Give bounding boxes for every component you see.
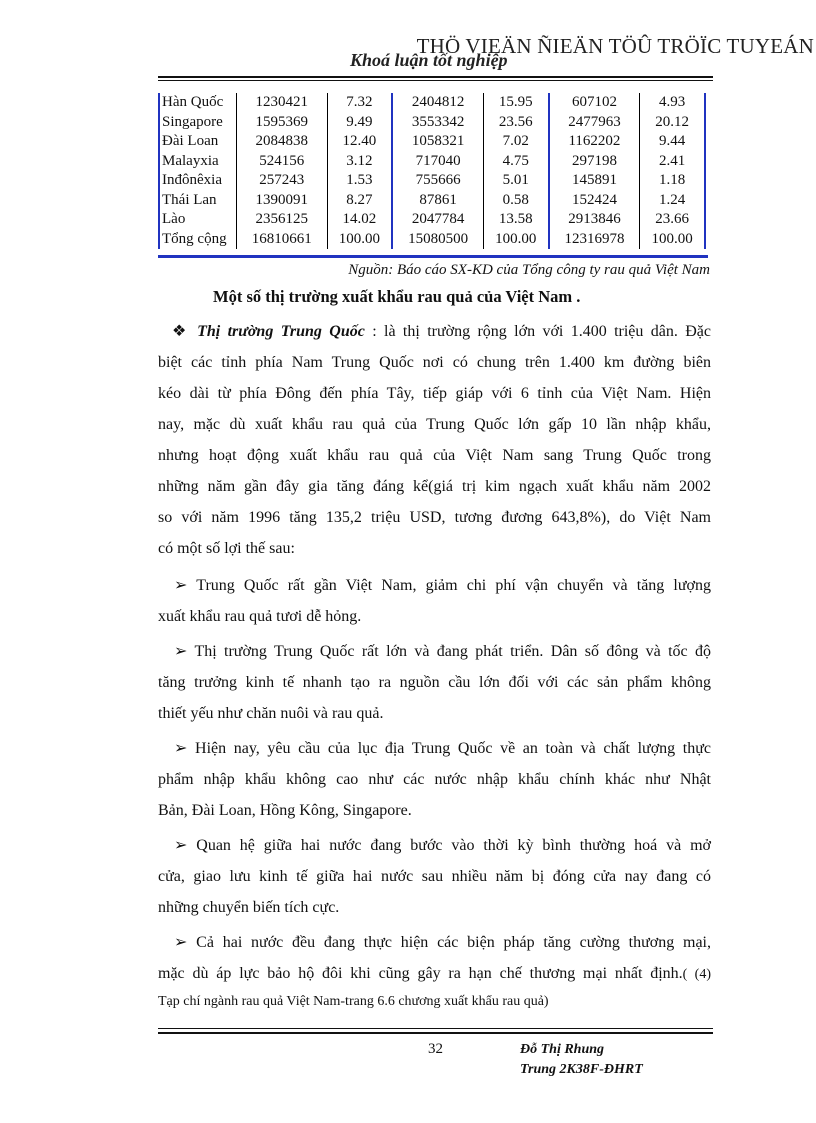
value-cell: 12.40: [327, 132, 392, 152]
paragraph-line: kéo dài từ phía Đông đến phía Tây, tiếp giáp với 6 tỉnh của Việt Nam. Hiện: [158, 385, 711, 402]
paragraph-line: Bản, Đài Loan, Hồng Kông, Singapore.: [158, 802, 412, 819]
value-cell: 20.12: [640, 113, 705, 133]
paragraph-advantage-2: [158, 636, 711, 729]
paragraph-line: ❖ Thị trường Trung Quốc : là thị trường rộng lớn với 1.400 triệu dân. Đặc: [172, 323, 712, 340]
table-row: [159, 93, 705, 113]
value-cell: 14.02: [327, 210, 392, 230]
arrow-bullet-line: ➢ Thị trường Trung Quốc rất lớn và đang phát triển. Dân số đông và tốc độ: [174, 643, 711, 660]
value-cell: 16810661: [237, 230, 328, 250]
paragraph-line: nhưng hoạt động xuất khẩu rau quả của Việt Nam sang Trung Quốc trong: [158, 447, 711, 464]
diamond-bullet-icon: ❖: [172, 323, 190, 340]
country-cell: Inđônêxia: [159, 171, 237, 191]
arrow-bullet-line: ➢ Cả hai nước đều đang thực hiện các biện pháp tăng cường thương mại,: [174, 934, 711, 951]
footer-rule: [158, 1032, 713, 1034]
value-cell: 5.01: [483, 171, 548, 191]
header-rule-thin: [158, 80, 713, 81]
country-cell: Malayxia: [159, 152, 237, 172]
value-cell: 524156: [237, 152, 328, 172]
value-cell: 8.27: [327, 191, 392, 211]
paragraph-line: những năm gần đây gia tăng đáng kể(giá trị kim ngạch xuất khẩu năm 2002: [158, 478, 711, 495]
value-cell: 100.00: [327, 230, 392, 250]
footer-author-block: [520, 1040, 643, 1080]
header-title: Khoá luận tốt nghiệp: [350, 50, 508, 70]
value-cell: 23.56: [483, 113, 548, 133]
value-cell: 100.00: [483, 230, 548, 250]
value-cell: 2.41: [640, 152, 705, 172]
lead-phrase: Thị trường Trung Quốc: [197, 323, 365, 340]
citation-line: Tạp chí ngành rau quả Việt Nam-trang 6.6 chương xuất khẩu rau quả): [158, 994, 549, 1009]
table-row: [159, 210, 705, 230]
table-bottom-border: [158, 255, 708, 258]
paragraph-advantage-4: [158, 830, 711, 923]
value-cell: 15080500: [392, 230, 483, 250]
table-row: [159, 113, 705, 133]
value-cell: 1.18: [640, 171, 705, 191]
section-title: Một số thị trường xuất khẩu rau quả của Việt Nam .: [213, 287, 581, 306]
country-cell: Tổng cộng: [159, 230, 237, 250]
paragraph-advantage-1: [158, 570, 711, 632]
source-note: Nguồn: Báo cáo SX-KD của Tổng công ty rau quả Việt Nam: [348, 262, 710, 278]
value-cell: 2047784: [392, 210, 483, 230]
value-cell: 152424: [549, 191, 640, 211]
page-number: 32: [428, 1041, 443, 1057]
value-cell: 607102: [549, 93, 640, 113]
table-row: [159, 152, 705, 172]
author-name: Đỗ Thị Rhung: [520, 1042, 605, 1057]
value-cell: 1.53: [327, 171, 392, 191]
table-row: [159, 132, 705, 152]
paragraph-advantage-5: [158, 927, 711, 1014]
country-cell: Lào: [159, 210, 237, 230]
value-cell: 1162202: [549, 132, 640, 152]
value-cell: 7.02: [483, 132, 548, 152]
table-row: [159, 230, 705, 250]
value-cell: 23.66: [640, 210, 705, 230]
paragraph-line: biệt các tỉnh phía Nam Trung Quốc nơi có chung trên 1.400 km đường biên: [158, 354, 711, 371]
value-cell: 2356125: [237, 210, 328, 230]
value-cell: 755666: [392, 171, 483, 191]
value-cell: 9.44: [640, 132, 705, 152]
arrow-bullet-line: ➢ Quan hệ giữa hai nước đang bước vào thời kỳ bình thường hoá và mở: [174, 837, 711, 854]
value-cell: 7.32: [327, 93, 392, 113]
value-cell: 4.93: [640, 93, 705, 113]
value-cell: 1595369: [237, 113, 328, 133]
export-data-table: [158, 93, 706, 249]
value-cell: 2477963: [549, 113, 640, 133]
arrow-bullet-line: ➢ Hiện nay, yêu cầu của lục địa Trung Quốc về an toàn và chất lượng thực: [174, 740, 711, 757]
value-cell: 297198: [549, 152, 640, 172]
value-cell: 1390091: [237, 191, 328, 211]
paragraph-line: cửa, giao lưu kinh tế giữa hai nước sau nhiều năm bị đóng cửa nay đang có: [158, 868, 711, 885]
value-cell: 87861: [392, 191, 483, 211]
value-cell: 3553342: [392, 113, 483, 133]
paragraph-line: thiết yếu như chăn nuôi và rau quả.: [158, 705, 384, 722]
paragraph-line: phẩm nhập khẩu không cao như các nước nhập khẩu chính khác như Nhật: [158, 771, 711, 788]
author-class: Trung 2K38F-ĐHRT: [520, 1062, 643, 1077]
value-cell: 2084838: [237, 132, 328, 152]
paragraph-line: tăng trưởng kinh tế nhanh tạo ra nguồn cầu lớn đối với các sản phẩm không: [158, 674, 711, 691]
paragraph-line: mặc dù áp lực bảo hộ đôi khi cũng gây ra hạn chế thương mại nhất định.( (4): [158, 965, 711, 982]
watermark-text: THÖ VIEÄN ÑIEÄN TÖÛ TRÖÏC TUYEÁN: [416, 34, 814, 58]
value-cell: 257243: [237, 171, 328, 191]
value-cell: 1230421: [237, 93, 328, 113]
value-cell: 13.58: [483, 210, 548, 230]
value-cell: 717040: [392, 152, 483, 172]
country-cell: Singapore: [159, 113, 237, 133]
table-row: [159, 171, 705, 191]
paragraph-line: có một số lợi thế sau:: [158, 540, 295, 557]
value-cell: 15.95: [483, 93, 548, 113]
paragraph-line: xuất khẩu rau quả tươi dễ hỏng.: [158, 608, 362, 625]
paragraph-china-market: [158, 316, 711, 564]
paragraph-line: nay, mặc dù xuất khẩu rau quả của Trung Quốc lớn gấp 10 lần nhập khẩu,: [158, 416, 711, 433]
value-cell: 1.24: [640, 191, 705, 211]
header-rule: [158, 76, 713, 78]
footer-rule-thin: [158, 1028, 713, 1029]
paragraph-line: so với năm 1996 tăng 135,2 triệu USD, tương đương 643,8%), do Việt Nam: [158, 509, 711, 526]
arrow-bullet-line: ➢ Trung Quốc rất gần Việt Nam, giảm chi phí vận chuyển và tăng lượng: [174, 577, 711, 594]
paragraph-line: những chuyển biến tích cực.: [158, 899, 340, 916]
value-cell: 100.00: [640, 230, 705, 250]
country-cell: Thái Lan: [159, 191, 237, 211]
value-cell: 4.75: [483, 152, 548, 172]
value-cell: 1058321: [392, 132, 483, 152]
table-row: [159, 191, 705, 211]
value-cell: 2404812: [392, 93, 483, 113]
country-cell: Hàn Quốc: [159, 93, 237, 113]
value-cell: 145891: [549, 171, 640, 191]
value-cell: 12316978: [549, 230, 640, 250]
country-cell: Đài Loan: [159, 132, 237, 152]
value-cell: 3.12: [327, 152, 392, 172]
value-cell: 2913846: [549, 210, 640, 230]
paragraph-advantage-3: [158, 733, 711, 826]
value-cell: 9.49: [327, 113, 392, 133]
value-cell: 0.58: [483, 191, 548, 211]
